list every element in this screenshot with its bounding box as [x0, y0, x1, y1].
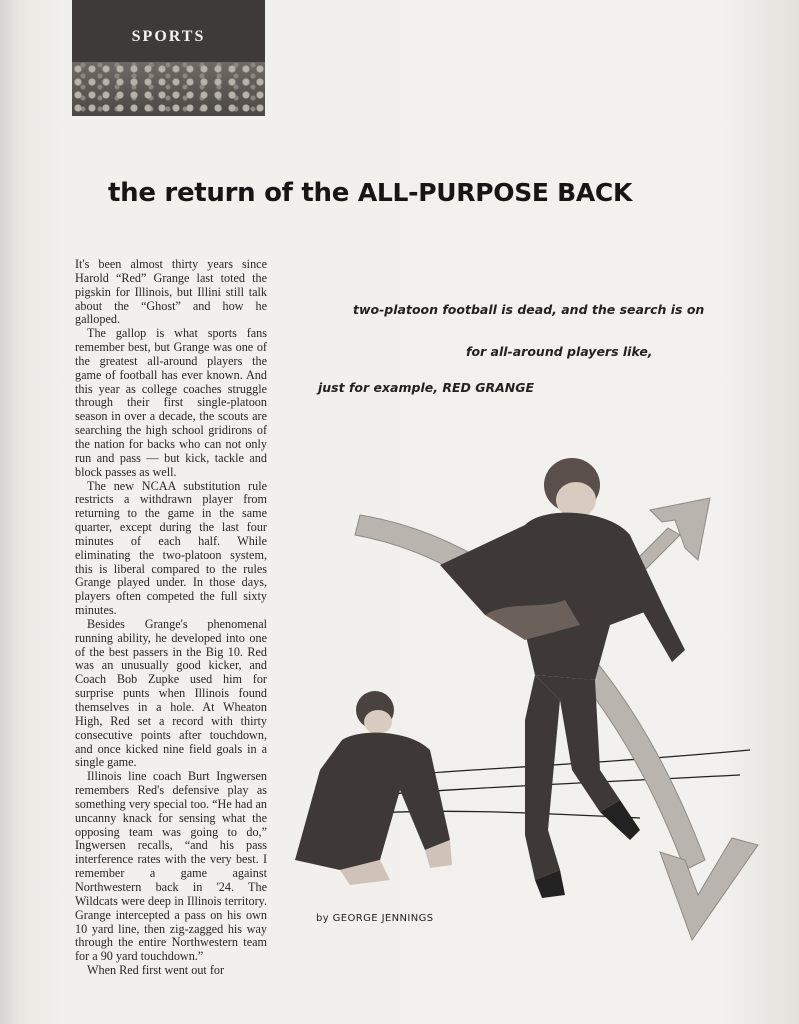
standing-player: [440, 458, 685, 898]
byline: by GEORGE JENNINGS: [316, 913, 434, 924]
deck-line-3-name: RED GRANGE: [442, 380, 535, 395]
paragraph: The new NCAA substitution rule restricts a withdrawn player from returning to the game in the same quarter, except during the last four minutes of each half. While eliminating the two-platoon system, this is liberal compared to the rules Grange played under. In those days, players often competed the full sixty minutes.: [75, 478, 267, 618]
section-header: [72, 0, 265, 116]
paragraph: Besides Grange's phenomenal running ability, he developed into one of the best passers in the Big 10. Red was an unusually good kicker, and Coach Bob Zupke used him for surprise punts when Illinois found themselves in a hole. At Wheaton High, Red set a record with thirty consecutive points after touchdown, and once kicked nine field goals in a single game.: [75, 616, 267, 770]
article-body: [75, 258, 267, 978]
headline-emphasis: ALL-PURPOSE BACK: [357, 178, 633, 207]
deck-line-3: [318, 380, 534, 395]
headline-lead: the return of the: [108, 178, 350, 208]
paragraph: Illinois line coach Burt Ingwersen remembers Red's defensive play as something very special too. “He had an uncanny knack for sensing what the opposing team was going to do,” Ingwersen recalls, “and his pass interference rates with the very best. I remember a game against Northwestern back in '24. The Wildcats were deep in Illinois territory. Grange intercepted a pass on his own 10 yard line, then zig-zagged his way through the entire Northwestern team for a 90 yard touchdown.”: [75, 769, 267, 964]
deck-line-3-lead: just for example,: [318, 380, 438, 395]
deck-line-1: two-platoon football is dead, and the search is on: [353, 302, 705, 317]
football-players-illustration: [280, 440, 780, 960]
crouching-player: [295, 691, 452, 885]
paragraph: When Red first went out for: [87, 963, 225, 978]
paragraph: The gallop is what sports fans remember best, but Grange was one of the greatest all-around players the game of football has ever known. And this year as college coaches struggle through their first single-platoon season in over a decade, the scouts are searching the high school gridirons of the nation for backs who can not only run and pass — but kick, tackle and block passes as well.: [75, 326, 267, 479]
deck-line-2: for all-around players like,: [466, 344, 653, 359]
section-label: SPORTS: [131, 28, 206, 45]
crowd-photo: [72, 62, 265, 116]
paragraph: It's been almost thirty years since Harold “Red” Grange last toted the pigskin for Illinois, but Illini still talk about the “Ghost” and how he galloped.: [75, 257, 267, 327]
headline: [108, 178, 708, 208]
